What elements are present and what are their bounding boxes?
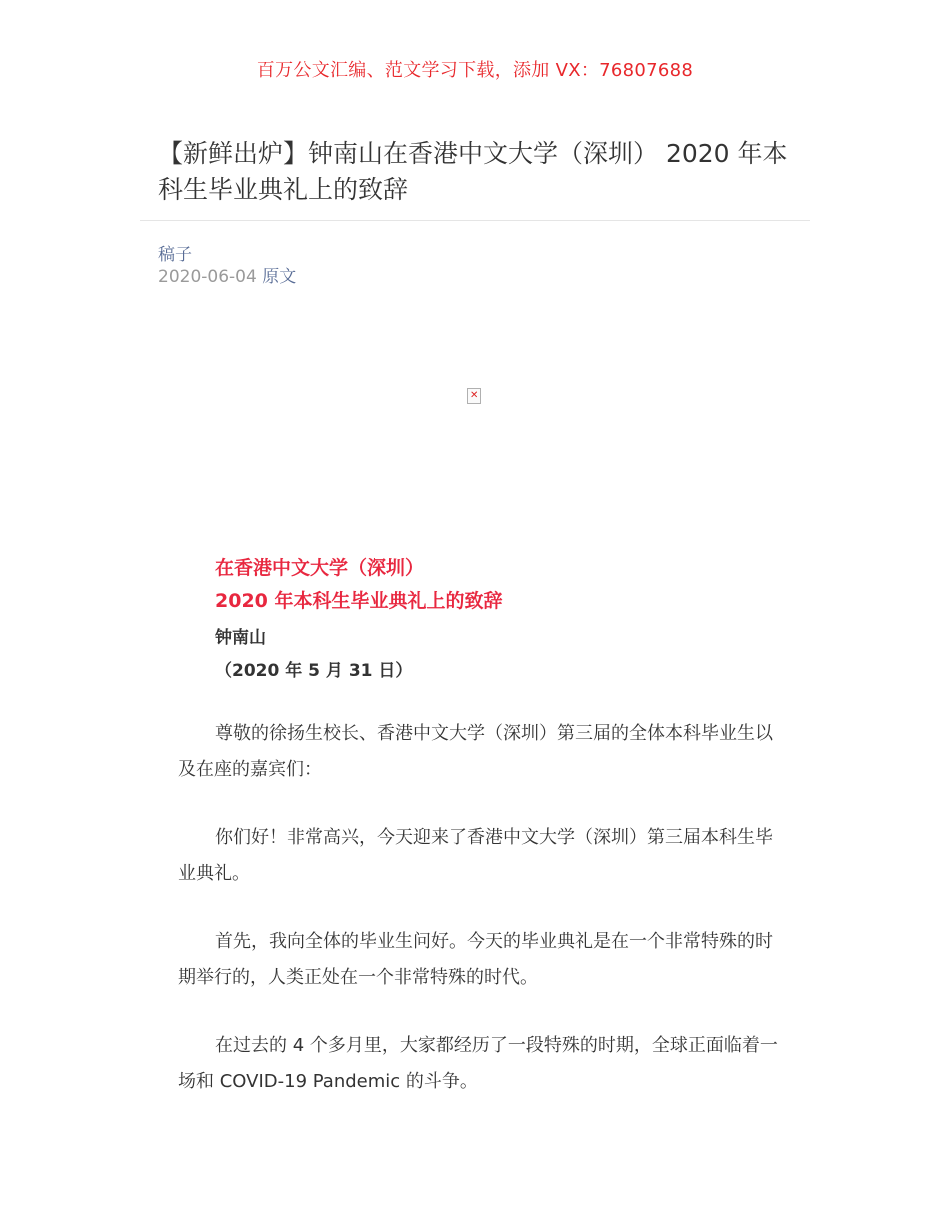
paragraph: 首先，我向全体的毕业生问好。今天的毕业典礼是在一个非常特殊的时期举行的，人类正处在一个非常特殊的时代。 (178, 931, 773, 988)
promo-banner: 百万公文汇编、范文学习下载，添加 VX：76807688 (256, 60, 694, 81)
speech-date: （2020 年 5 月 31 日） (215, 661, 413, 681)
original-link[interactable]: 原文 (262, 267, 297, 287)
article-title: 【新鲜出炉】钟南山在香港中文大学（深圳） 2020 年本科生毕业典礼上的致辞 (158, 139, 788, 204)
paragraph: 你们好！非常高兴，今天迎来了香港中文大学（深圳）第三届本科生毕业典礼。 (178, 827, 773, 884)
publish-date: 2020-06-04 (158, 267, 257, 287)
paragraph: 在过去的 4 个多月里，大家都经历了一段特殊的时期，全球正面临着一场和 COVID-19 Pandemic 的斗争。 (178, 1035, 778, 1092)
article-meta (158, 262, 296, 287)
paragraph: 尊敬的徐扬生校长、香港中文大学（深圳）第三届的全体本科毕业生以及在座的嘉宾们： (178, 723, 773, 780)
speech-heading-line1: 在香港中文大学（深圳） (215, 557, 425, 579)
speech-heading-line2: 2020 年本科生毕业典礼上的致辞 (215, 590, 503, 612)
broken-image-x-mark: ✕ (470, 390, 479, 401)
title-divider (140, 220, 810, 221)
broken-image-icon (467, 388, 481, 404)
speaker-name: 钟南山 (215, 628, 266, 648)
author-link[interactable]: 稿子 (158, 245, 192, 265)
